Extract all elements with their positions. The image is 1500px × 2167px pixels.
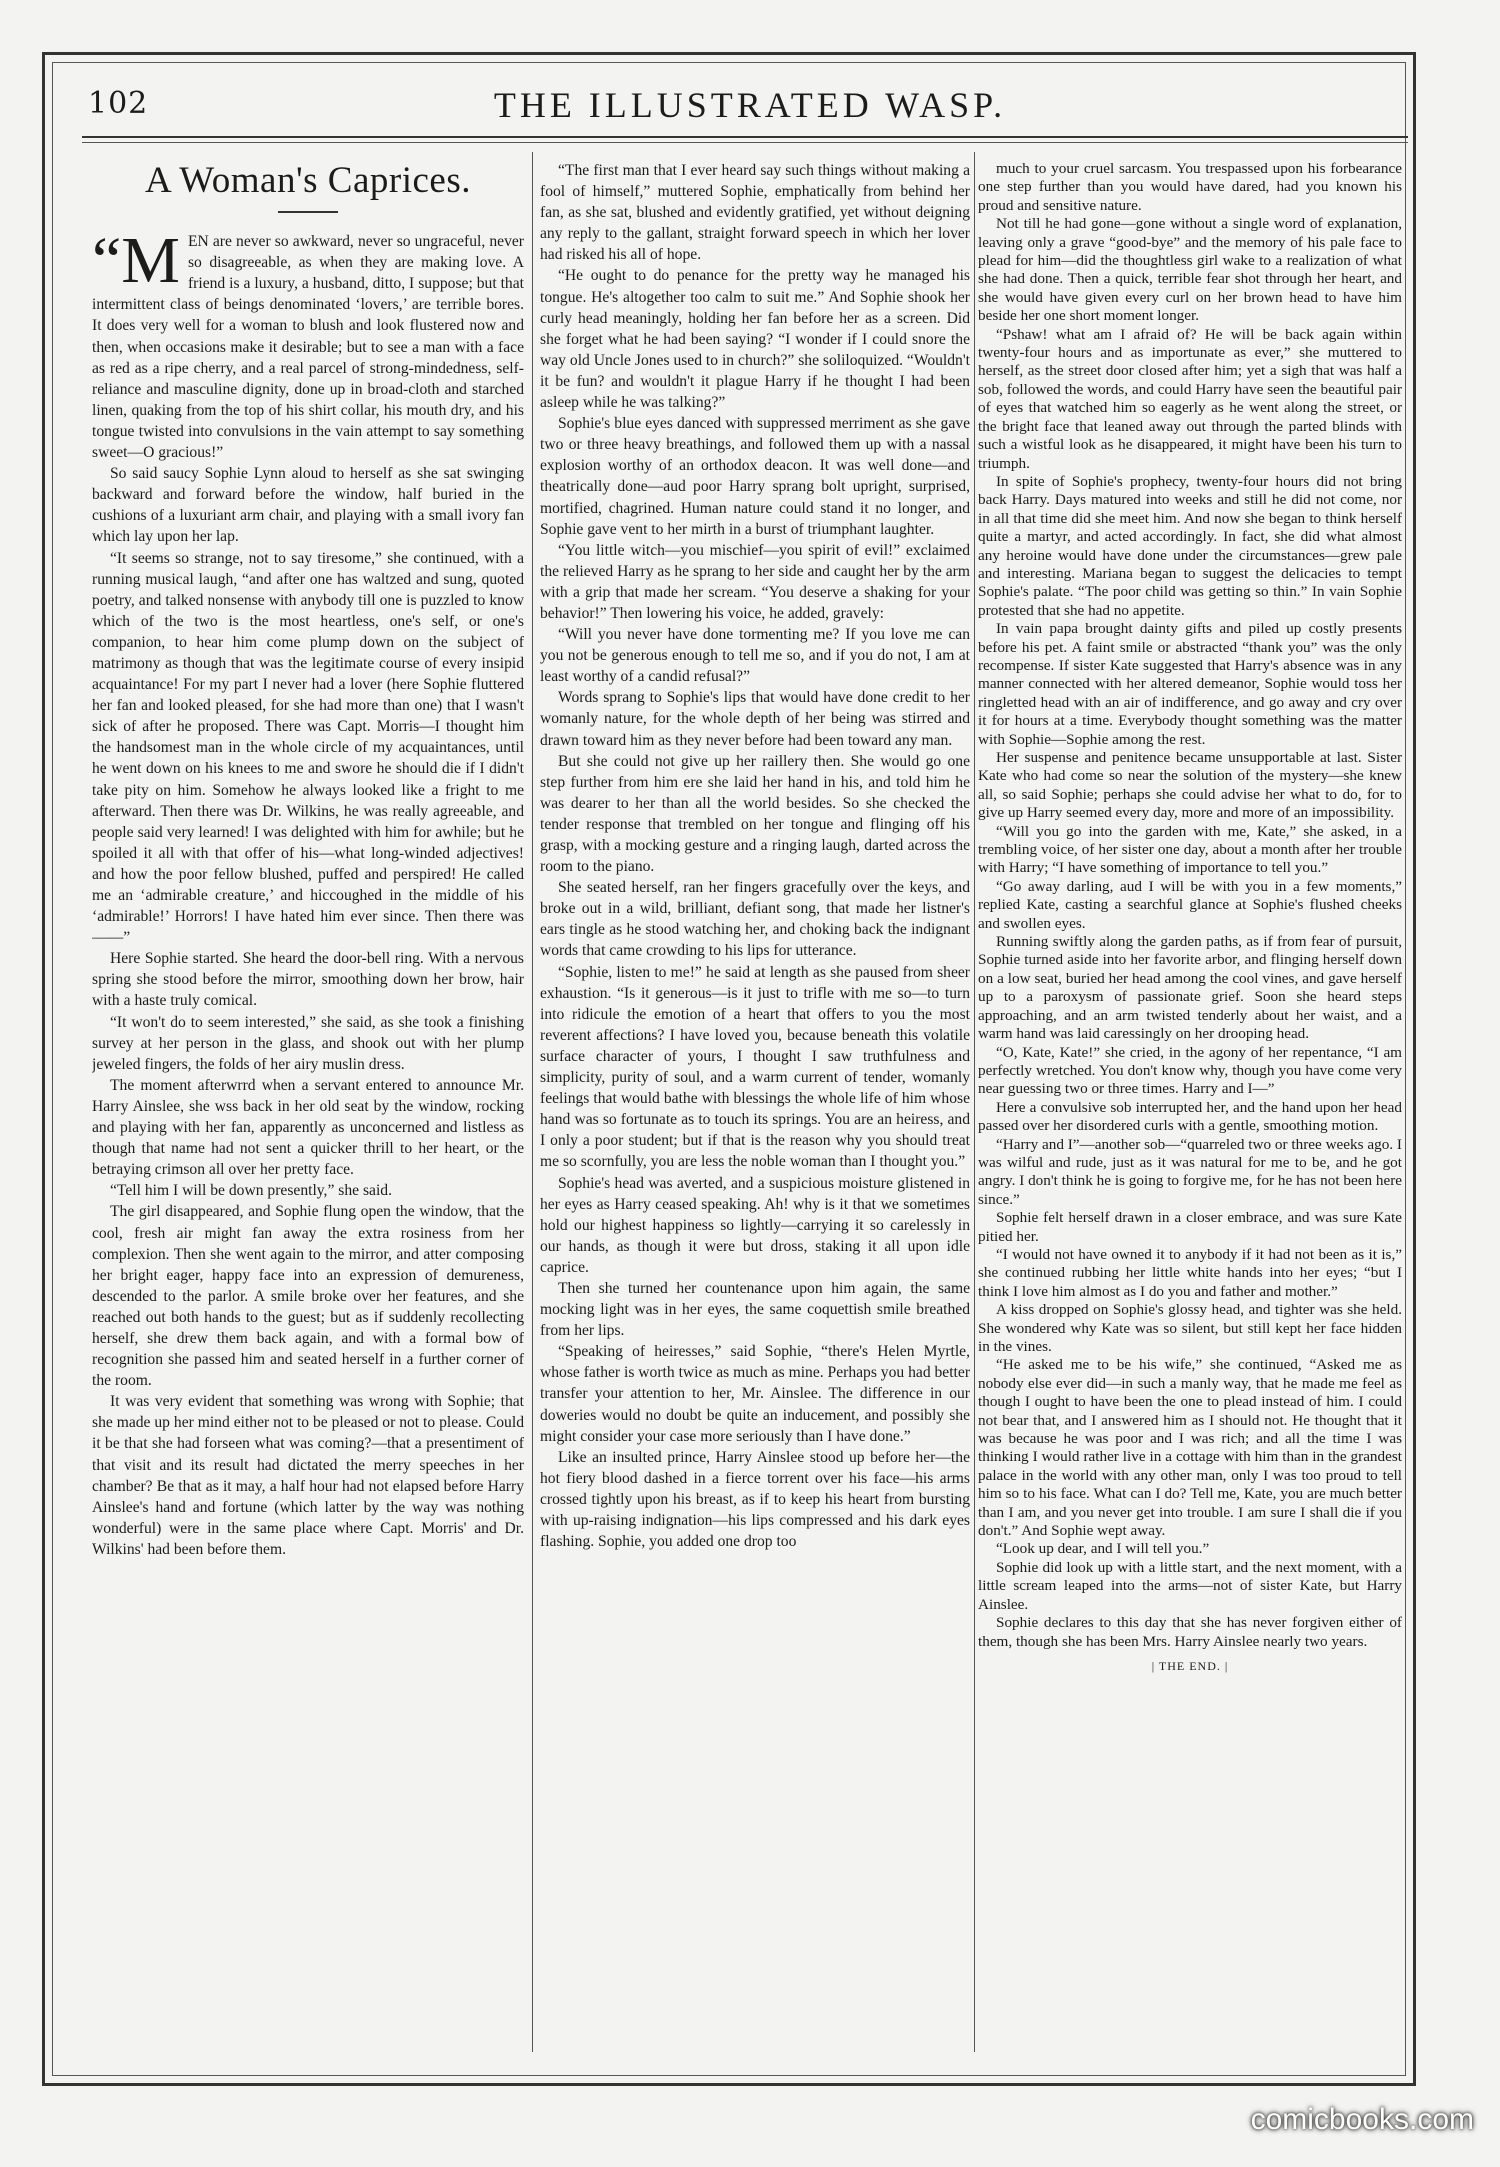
paragraph: Here Sophie started. She heard the door-bell ring. With a nervous spring she stood before the mirror, smoothing down her brow, hair with a haste truly comical.	[92, 950, 524, 1010]
paragraph: “It seems so strange, not to say tiresome,” she continued, with a running musical laugh, “and after one has waltzed and sung, quoted poetry, and talked nonsense with anybody till one is puzzled to know which of the two is the most heartless, one's self, or one's companion, to hear him come plump down on the subject of matrimony as though that was the legitimate course of every insipid acquaintance! For my part I never had a lover (here Sophie fluttered her fan and looked pleased, for she had more than one) that I wasn't sick of after he proposed. There was Capt. Morris—I thought him the handsomest man in the whole circle of my acquaintances, until he went down on his knees to me and swore he should die if I didn't take pity on him. Somehow he always looked like a fright to me afterward. Then there was Dr. Wilkins, he was really agreeable, and people said very learned! I was delighted with him for awhile; but he spoiled it all with that offer of his—what long-winded adjectives! and how the poor fellow blushed, puffed and perspired! He called me an ‘admirable creature,’ and hiccoughed in the middle of his ‘admirable!’ Horrors! I have hated him ever since. Then there was——”	[92, 549, 524, 947]
paragraph: Running swiftly along the garden paths, as if from fear of pursuit, Sophie turned aside into her favorite arbor, and flinging herself down on a low seat, buried her head among the cool vines, and gave herself up to a paroxysm of passionate grief. Soon she heard steps approaching, and an arm twisted tenderly about her waist, and a warm hand was laid caressingly on her drooping head.	[978, 933, 1402, 1043]
paragraph: Sophie felt herself drawn in a closer embrace, and was sure Kate pitied her.	[978, 1209, 1402, 1245]
paragraph: Not till he had gone—gone without a single word of explanation, leaving only a grave “good-bye” and the memory of his pale face to plead for him—did the thoughtless girl wake to a realization of what she had done. Then a quick, terrible fear shot through her heart, and she would have given every curl on her brown head to have him beside her one short moment longer.	[978, 215, 1402, 325]
opening-paragraph	[92, 224, 524, 463]
paragraph: “Go away darling, aud I will be with you in a few moments,” replied Kate, casting a searchful glance at Sophie's flushed cheeks and swollen eyes.	[978, 877, 1402, 932]
column-3	[978, 160, 1402, 2048]
paragraph: So said saucy Sophie Lynn aloud to herself as she sat swinging backward and forward before the window, half buried in the cushions of a luxuriant arm chair, and playing with a small ivory fan which lay upon her lap.	[92, 465, 524, 546]
column-divider	[974, 152, 975, 2052]
page-number: 102	[88, 86, 149, 121]
paragraph: In spite of Sophie's prophecy, twenty-four hours did not bring back Harry. Days matured into weeks and still he did not come, nor in all that time did she meet him. And now she began to think herself quite a martyr, and acted accordingly. In fact, she did what almost any heroine would have done under the circumstances—grew pale and interesting. Mariana began to suggest the delicacies to tempt Sophie's palate. “The poor child was getting so thin.” In vain Sophie protested that she had no appetite.	[978, 472, 1402, 619]
watermark: comicbooks.com	[1250, 2103, 1474, 2136]
paragraph: Then she turned her countenance upon him again, the same mocking light was in her eyes, the same coquettish smile breathed from her lips.	[540, 1279, 970, 1340]
paragraph: Words sprang to Sophie's lips that would have done credit to her womanly nature, for the whole depth of her being was stirred and drawn toward him as they never before had been toward any man.	[540, 689, 970, 749]
article-title: A Woman's Caprices.	[145, 160, 471, 201]
column-1	[92, 160, 524, 2048]
paragraph: “The first man that I ever heard say such things without making a fool of himself,” muttered Sophie, emphatically from behind her fan, as she sat, blushed and evidently gratified, yet without deigning any reply to the gallant, straight forward speech in which her lover had risked his all of hope.	[540, 162, 970, 264]
paragraph: Sophie's head was averted, and a suspicious moisture glistened in her eyes as Harry ceased speaking. Ah! why is it that we sometimes hold our highest happiness so lightly—carrying it so carelessly in our hands, as though it were but dross, staking it all upon idle caprice.	[540, 1174, 970, 1276]
paragraph: Sophie's blue eyes danced with suppressed merriment as she gave two or three heavy breathings, and followed them up with a nassal explosion worthy of an orthodox deacon. It was well done—and theatrically done—aud poor Harry sprang bolt upright, surprised, mortified, chagrined. Human nature could stand it no longer, and Sophie gave vent to her mirth in a burst of triumphant laughter.	[540, 415, 970, 538]
paragraph: Like an insulted prince, Harry Ainslee stood up before her—the hot fiery blood dashed in a fierce torrent over his face—his arms crossed tightly upon his breast, as if to keep his heart from bursting with up-raising indignation—his lips compressed and his dark eyes flashing. Sophie, you added one drop too	[540, 1448, 970, 1551]
title-rule	[278, 211, 338, 213]
header-rule	[82, 136, 1408, 138]
paragraph: much to your cruel sarcasm. You trespassed upon his forbearance one step further than you would have dared, had you known his proud and sensitive nature.	[978, 160, 1402, 214]
paragraph: The girl disappeared, and Sophie flung open the window, that the cool, fresh air might fan away the extra rosiness from her complexion. Then she went again to the mirror, and atter composing her bright eager, happy face into an expression of demureness, descended to the parlor. A smile broke over her features, and she reached out both hands to the guest; but as if suddenly recollecting herself, she drew them back again, and with a formal bow of recognition she passed him and seated herself in a further corner of the room.	[92, 1203, 524, 1390]
paragraph: “I would not have owned it to anybody if it had not been as it is,” she continued rubbing her little white hands into her eyes; “but I think I love him almost as I do you and father and mother.”	[978, 1245, 1402, 1300]
paragraph: “It won't do to seem interested,” she said, as she took a finishing survey at her person in the glass, and shook out with her plump jeweled fingers, the folds of her airy muslin dress.	[92, 1013, 524, 1073]
paragraph-text: EN are never so awkward, never so ungraceful, never so disagreeable, as when they are making love. A friend is a luxury, a husband, ditto, I suppose; but that intermittent class of beings denominated ‘lovers,’ are terrible bores. It does very well for a woman to blush and look flustered now and then, when occasions make it desirable; but to see a man with a face as red as a ripe cherry, and a real parcel of strong-mindedness, self-reliance and masculine dignity, done up in broad-cloth and starched linen, quaking from the top of his shirt collar, his mouth dry, and his tongue twisted into convulsions in the vain attempt to say something sweet—O gracious!”	[92, 233, 524, 462]
column-2	[540, 160, 970, 2048]
paragraph: The moment afterwrrd when a servant entered to announce Mr. Harry Ainslee, she wss back in her old seat by the window, rocking and playing with her fan, apparently as unconcerned and listless as though that name had not sent a quicker thrill to her heart, or the betraying crimson all over her pretty face.	[92, 1076, 524, 1179]
paragraph: In vain papa brought dainty gifts and piled up costly presents before his pet. A faint smile or abstracted “thank you” was the only recompense. If sister Kate suggested that Harry's absence was in any manner connected with her altered demeanor, Sophie would toss her ringletted head with an air of indifference, and go away and cry over it for hours at a time. Everybody thought something was the matter with Sophie—Sophie among the rest.	[978, 620, 1402, 748]
paragraph: Sophie did look up with a little start, and the next moment, with a little scream leaped into the arms—not of sister Kate, but Harry Ainslee.	[978, 1558, 1402, 1613]
the-end-marker: | THE END. |	[1151, 1658, 1229, 1673]
paragraph: Sophie declares to this day that she has never forgiven either of them, though she has been Mrs. Harry Ainslee nearly two years.	[978, 1614, 1402, 1650]
paragraph: “Speaking of heiresses,” said Sophie, “there's Helen Myrtle, whose father is worth twice as much as mine. Perhaps you had better transfer your attention to her, Mr. Ainslee. The difference in our doweries would no doubt be quite an inducement, and possibly she might consider your case more seriously than I have done.”	[540, 1343, 970, 1445]
column-divider	[532, 152, 533, 2052]
paragraph: “You little witch—you mischief—you spirit of evil!” exclaimed the relieved Harry as he sprang to her side and caught her by the arm with a grip that made her scream. “You deserve a shaking for your behavior!” Then lowering his voice, he added, gravely:	[540, 541, 970, 622]
header-rule-thin	[82, 142, 1408, 143]
paragraph: A kiss dropped on Sophie's glossy head, and tighter was she held. She wondered why Kate was so silent, but still kept her face hidden in the vines.	[978, 1301, 1402, 1355]
drop-cap: “M	[92, 224, 180, 298]
paragraph: Her suspense and penitence became unsupportable at last. Sister Kate who had come so near the solution of the mystery—she knew all, so said Sophie; perhaps she could advise her what to do, for to give up Harry seemed every day, more and more of an impossibility.	[978, 749, 1402, 822]
paragraph: “Tell him I will be down presently,” she said.	[110, 1182, 392, 1200]
paragraph: “Will you go into the garden with me, Kate,” she asked, in a trembling voice, of her sister one day, about a month after her trouble with Harry; “I have something of importance to tell you.”	[978, 822, 1402, 877]
masthead: THE ILLUSTRATED WASP.	[493, 85, 1007, 125]
paragraph: “Pshaw! what am I afraid of? He will be back again within twenty-four hours and as importunate as ever,” she muttered to herself, as the street door closed after him; yet a sigh that was half a sob, followed the words, and could Harry have seen the beautiful pair of eyes that watched him so eagerly as he went along the street, or the bright face that leaned away out through the parted blinds with such a wistful look as he disappeared, it might have been his turn to triumph.	[978, 325, 1402, 472]
paragraph: “He ought to do penance for the pretty way he managed his tongue. He's altogether too calm to suit me.” And Sophie shook her curly head meaningly, holding her fan before her as a screen. Did she forget what he had been saying? “I wonder if I could snore the way old Uncle Jones used to in church?” she soliloquized. “Wouldn't it be fun? and wouldn't it plague Harry if he thought I had been asleep while he was talking?”	[540, 267, 970, 412]
paragraph: Here a convulsive sob interrupted her, and the hand upon her head passed over her disordered curls with a gentle, smoothing motion.	[978, 1098, 1402, 1135]
paragraph: “O, Kate, Kate!” she cried, in the agony of her repentance, “I am perfectly wretched. You don't know why, though you have come very near guessing two or three times. Harry and I—”	[978, 1043, 1402, 1098]
paragraph: “Will you never have done tormenting me? If you love me can you not be generous enough to tell me so, and if you do not, I am at least worthy of a candid refusal?”	[540, 626, 970, 686]
paragraph: It was very evident that something was wrong with Sophie; that she made up her mind either not to be pleased or not to please. Could it be that she had forseen what was coming?—that a presentiment of that visit and its result had dictated the merry speeches in her chamber? Be that as it may, a half hour had not elapsed before Harry Ainslee's hand and fortune (which latter by the way was nothing wonderful) were in the same place where Capt. Morris' and Dr. Wilkins' had been before them.	[92, 1393, 524, 1558]
paragraph: She seated herself, ran her fingers gracefully over the keys, and broke out in a wild, brilliant, defiant song, that made her listner's ears tingle as he stood watching her, and choking back the indignant words that came crowding to his lips for utterance.	[540, 879, 970, 960]
paragraph: “Sophie, listen to me!” he said at length as she paused from sheer exhaustion. “Is it generous—is it just to trifle with me so—to turn into ridicule the emotion of a heart that offers to you the most reverent affections? I have loved you, because beneath this volatile surface character of yours, I thought I saw truthfulness and simplicity, purity of soul, and a warm current of tender, womanly feelings that would bathe with blessings the whole life of him whose hand was so fortunate as to touch its springs. You are an heiress, and I only a poor student; but if that is the reason why you should treat me so scornfully, you are less the noble woman than I thought you.”	[540, 963, 970, 1171]
paragraph: “Harry and I”—another sob—“quarreled two or three weeks ago. I was wilful and rude, just as it was natural for me to be, and he got angry. I don't think he is going to forgive me, for he has not been here since.”	[978, 1135, 1402, 1208]
paragraph: But she could not give up her raillery then. She would go one step further from him ere she laid her hand in his, and told him he was dearer to her than all the world besides. So she checked the tender response that trembled on her tongue and flinging off his grasp, with a mocking gesture and a ringing laugh, darted across the room to the piano.	[540, 752, 970, 876]
paragraph: “He asked me to be his wife,” she continued, “Asked me as nobody else ever did—in such a manly way, that he made me feel as though I ought to have been the one to plead instead of him. I could not bear that, and I answered him as I should not. He thought that it was because he was poor and I was rich; and all the time I was thinking I would rather live in a cottage with him than in the grandest palace in the world with any other man, only I was too proud to tell him so to his face. What can I do? Tell me, Kate, you are much better than I am, and you never get into trouble. I am sure I shall die if you don't.” And Sophie wept away.	[978, 1356, 1402, 1540]
paragraph: “Look up dear, and I will tell you.”	[996, 1540, 1210, 1558]
